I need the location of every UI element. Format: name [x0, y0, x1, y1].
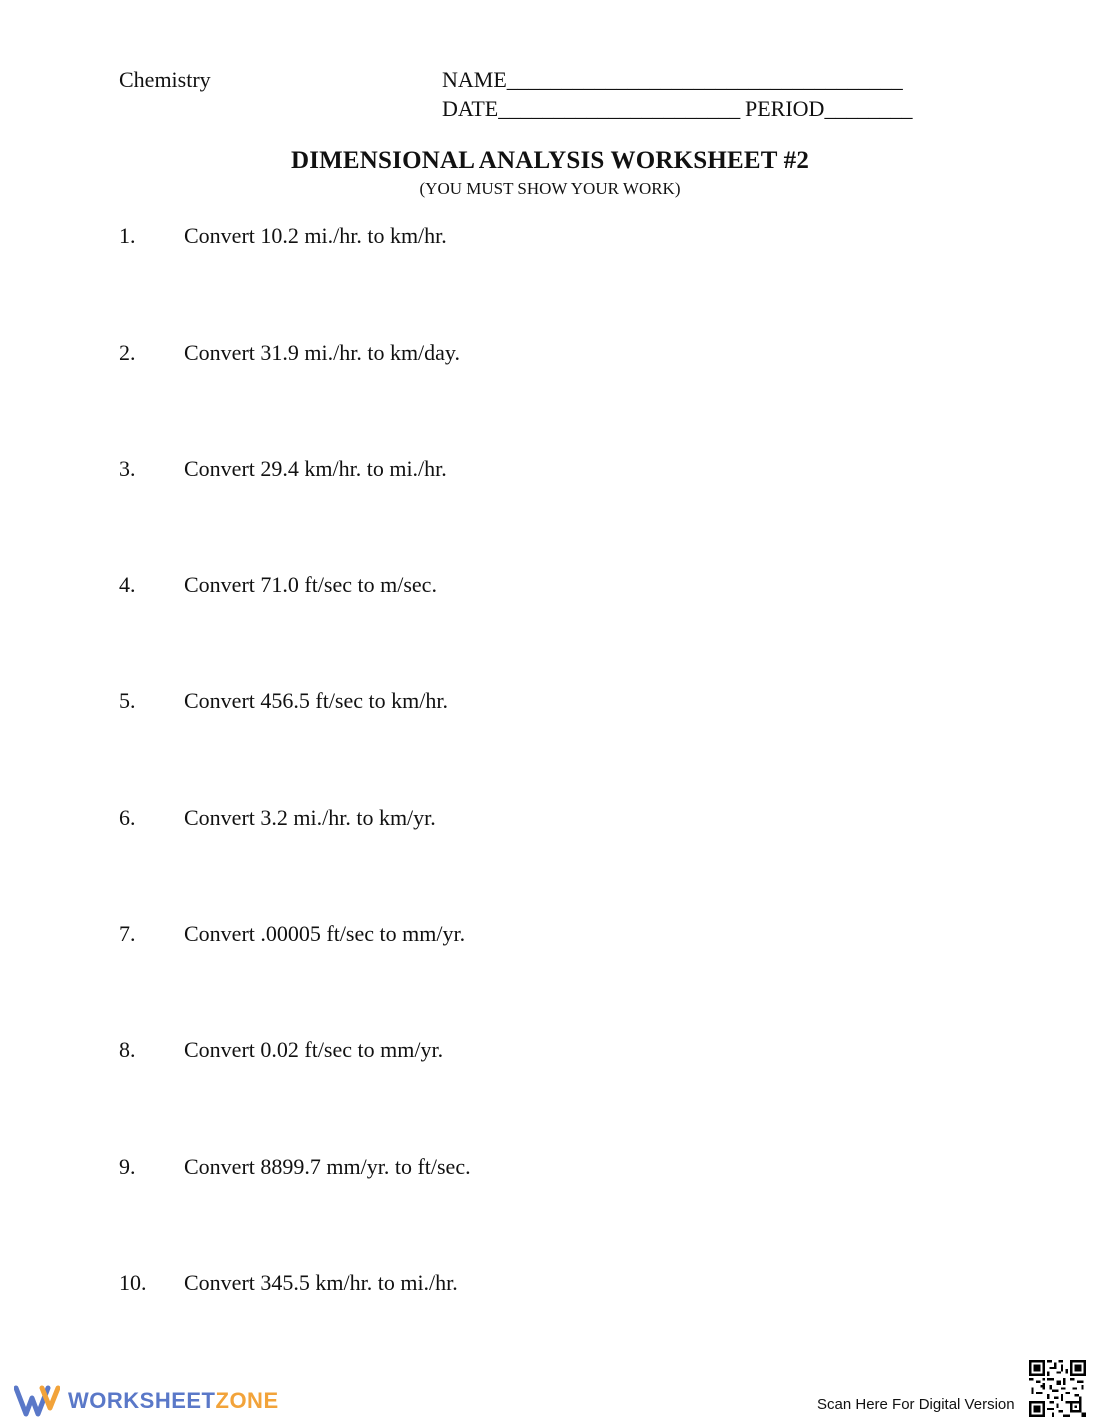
- question-text: Convert .00005 ft/sec to mm/yr.: [184, 921, 466, 946]
- question-text: Convert 71.0 ft/sec to m/sec.: [184, 572, 437, 597]
- question-number: 10.: [119, 1270, 147, 1295]
- question-number: 1.: [119, 223, 136, 248]
- worksheetzone-logo[interactable]: [14, 1384, 279, 1418]
- question-number: 4.: [119, 572, 136, 597]
- scan-caption: Scan Here For Digital Version: [817, 1396, 1015, 1413]
- date-field-line[interactable]: DATE______________________: [442, 96, 741, 121]
- question-number: 5.: [119, 688, 136, 713]
- worksheet-subtitle: (YOU MUST SHOW YOUR WORK): [419, 179, 681, 198]
- question-text: Convert 10.2 mi./hr. to km/hr.: [184, 223, 447, 248]
- question-number: 2.: [119, 340, 136, 365]
- subject-label: Chemistry: [119, 67, 211, 92]
- question-number: 6.: [119, 805, 136, 830]
- question-text: Convert 0.02 ft/sec to mm/yr.: [184, 1037, 444, 1062]
- period-field-line[interactable]: PERIOD________: [745, 96, 913, 121]
- w-logo-icon: [14, 1384, 60, 1418]
- question-text: Convert 456.5 ft/sec to km/hr.: [184, 688, 448, 713]
- question-text: Convert 31.9 mi./hr. to km/day.: [184, 340, 460, 365]
- name-field-line[interactable]: NAME____________________________________: [442, 67, 903, 92]
- question-number: 7.: [119, 921, 136, 946]
- question-number: 3.: [119, 456, 136, 481]
- question-number: 9.: [119, 1154, 136, 1179]
- question-text: Convert 8899.7 mm/yr. to ft/sec.: [184, 1154, 471, 1179]
- worksheet-title: DIMENSIONAL ANALYSIS WORKSHEET #2: [290, 147, 810, 174]
- brand-name: WORKSHEETZONE: [68, 1388, 279, 1413]
- question-text: Convert 3.2 mi./hr. to km/yr.: [184, 805, 436, 830]
- question-text: Convert 345.5 km/hr. to mi./hr.: [184, 1270, 458, 1295]
- question-text: Convert 29.4 km/hr. to mi./hr.: [184, 456, 447, 481]
- qr-code-icon[interactable]: [1029, 1360, 1086, 1417]
- question-number: 8.: [119, 1037, 136, 1062]
